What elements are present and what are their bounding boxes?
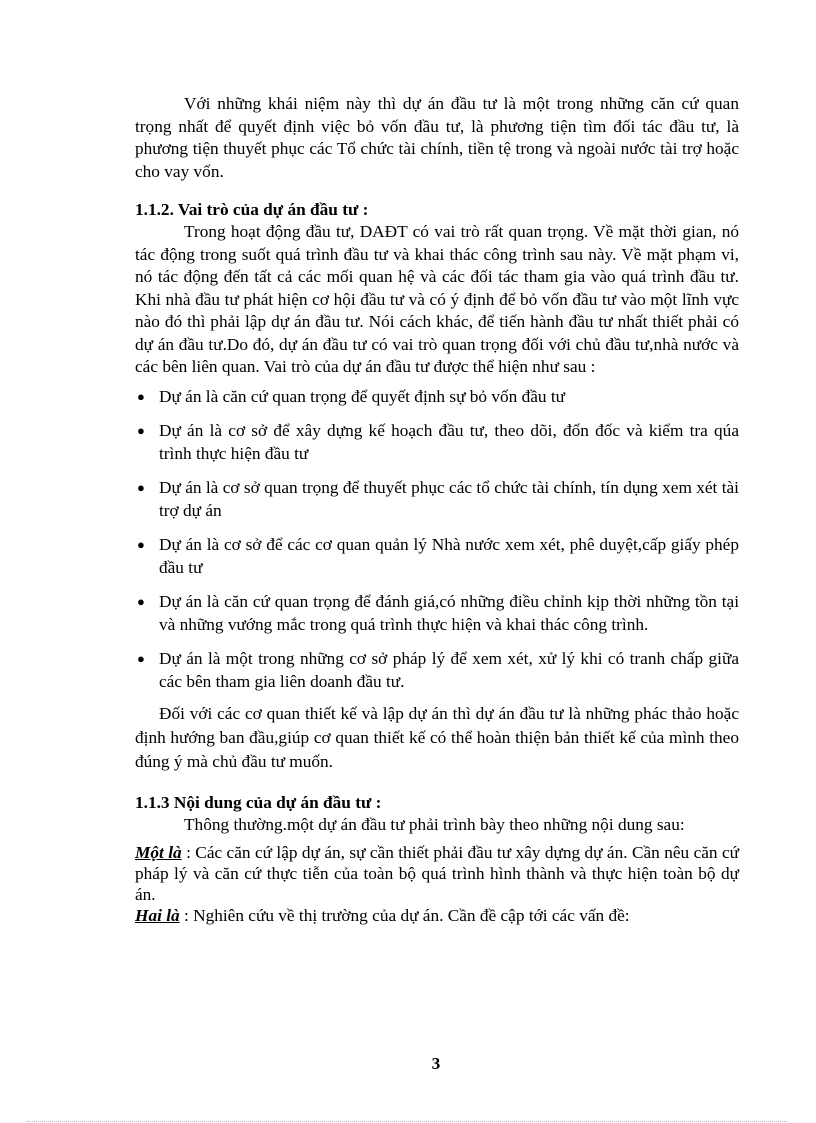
item-two-text: : Nghiên cứu về thị trường của dự án. Cần đề cập tới các vấn đề: (179, 906, 630, 925)
item-one-paragraph (135, 842, 739, 905)
bullet-text: Dự án là căn cứ quan trọng để đánh giá,có những điều chỉnh kịp thời những tồn tại và những vướng mắc trong quá trình thực hiện và khai thác công trình. (159, 591, 739, 634)
page-number: 3 (431, 1054, 441, 1073)
item-one-label: Một là (135, 843, 182, 862)
content-paragraph: Thông thường.một dự án đầu tư phải trình bày theo những nội dung sau: (184, 814, 685, 834)
bullet-icon: ● (137, 536, 145, 552)
bullet-text: Dự án là căn cứ quan trọng để quyết định sự bỏ vốn đầu tư (159, 386, 566, 406)
bullet-text: Dự án là một trong những cơ sở pháp lý để xem xét, xử lý khi có tranh chấp giữa các bên tham gia liên doanh đầu tư. (159, 648, 739, 691)
closing-paragraph: Đối với các cơ quan thiết kế và lập dự án thì dự án đầu tư là những phác thảo hoặc định hướng ban đầu,giúp cơ quan thiết kế có thể hoàn thiện bản thiết kế của mình theo đúng ý mà chủ đầu tư muốn. (135, 703, 739, 771)
list-item (135, 590, 739, 636)
list-item (135, 533, 739, 579)
bullet-text: Dự án là cơ sở quan trọng để thuyết phục các tổ chức tài chính, tín dụng xem xét tài trợ dự án (159, 477, 739, 520)
item-one-text: : Các căn cứ lập dự án, sự cần thiết phải đầu tư xây dựng dự án. Cần nêu căn cứ pháp lý và căn cứ thực tiễn của toàn bộ quá trình hình thành và thực hiện toàn bộ dự án. (135, 843, 739, 904)
section-heading-1-1-2: 1.1.2. Vai trò của dự án đầu tư : (135, 200, 369, 219)
bullet-text: Dự án là cơ sở để xây dựng kế hoạch đầu tư, theo dõi, đốn đốc và kiểm tra qúa trình thực hiện đầu tư (159, 420, 739, 463)
list-item (135, 385, 739, 408)
bullet-icon: ● (137, 650, 145, 666)
item-two-paragraph (135, 905, 739, 926)
bullet-icon: ● (137, 388, 145, 404)
list-item (135, 419, 739, 465)
footer-divider (27, 1121, 787, 1122)
item-two-label: Hai là (135, 906, 180, 925)
bullet-icon: ● (137, 479, 145, 495)
section-heading-1-1-3: 1.1.3 Nội dung của dự án đầu tư : (135, 792, 382, 812)
intro-paragraph: Với những khái niệm này thì dự án đầu tư là một trong những căn cứ quan trọng nhất để quyết định việc bỏ vốn đầu tư, là phương tiện tìm đối tác đầu tư, là phương tiện thuyết phục các Tổ chức tài chính, tiền tệ trong và ngoài nước tài trợ hoặc cho vay vốn. (135, 94, 739, 181)
bullet-icon: ● (137, 422, 145, 438)
list-item (135, 647, 739, 693)
page-content (135, 93, 739, 926)
bullet-icon: ● (137, 593, 145, 609)
role-paragraph: Trong hoạt động đầu tư, DAĐT có vai trò rất quan trọng. Về mặt thời gian, nó tác động trong suốt quá trình đầu tư và khai thác công trình sau này. Về mặt phạm vi, nó tác động đến tất cả các mối quan hệ và các đối tác tham gia vào quá trình đầu tư. Khi nhà đầu tư phát hiện cơ hội đầu tư và có ý định để bỏ vốn đầu tư vào một lĩnh vực nào đó thì phải lập dự án đầu tư. Nói cách khác, để tiến hành đầu tư nhất thiết phải có dự án đầu tư.Do đó, dự án đầu tư có vai trò quan trọng đối với chủ đầu tư,nhà nước và các bên liên quan. Vai trò của dự án đầu tư được thể hiện như sau : (135, 222, 739, 376)
bullet-text: Dự án là cơ sở để các cơ quan quản lý Nhà nước xem xét, phê duyệt,cấp giấy phép đầu tư (159, 534, 739, 577)
role-bullet-list (135, 385, 739, 693)
list-item (135, 476, 739, 522)
